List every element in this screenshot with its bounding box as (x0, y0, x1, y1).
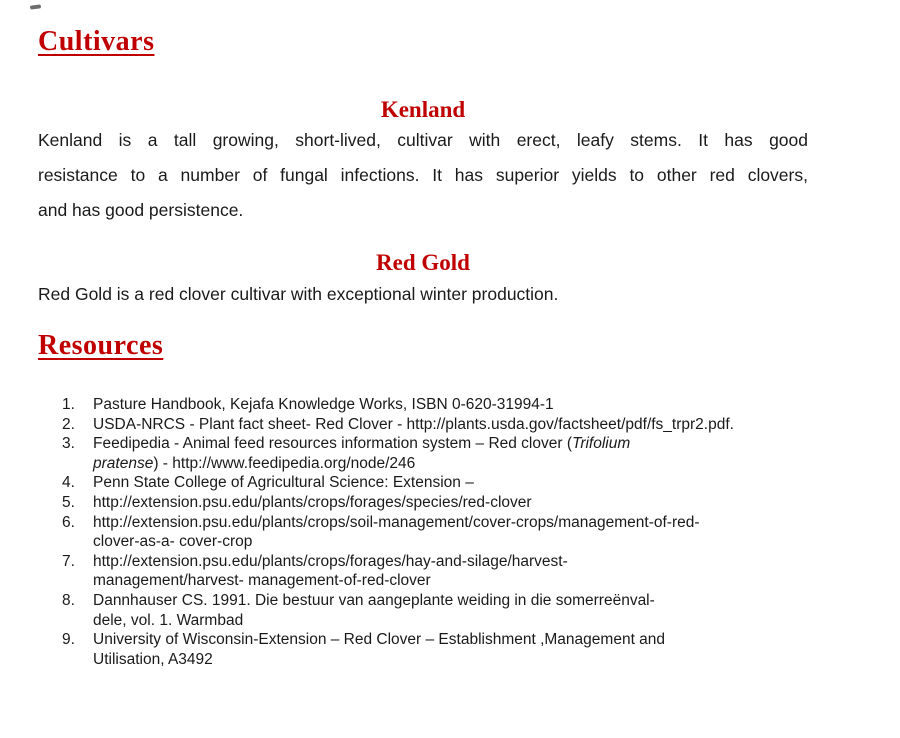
resource-item (38, 513, 828, 552)
redgold-title: Red Gold (376, 250, 470, 275)
resource-text-segment: dele, vol. 1. Warmbad (93, 611, 244, 629)
kenland-paragraph-line: and has good persistence. (38, 200, 244, 220)
smudge-artifact (30, 4, 41, 9)
resource-item-text (93, 513, 828, 552)
resource-text-italic-segment: pratense (93, 454, 154, 472)
resource-item-line (93, 630, 828, 650)
resource-item-line (93, 571, 828, 591)
resource-item-text (93, 493, 828, 513)
resource-item-text (93, 473, 828, 493)
resource-item-line (93, 552, 828, 572)
resource-item-line (93, 513, 828, 533)
resource-item-text (93, 630, 828, 669)
resource-item-number: 1. (62, 396, 75, 413)
resource-text-segment: Pasture Handbook, Kejafa Knowledge Works, ISBN 0-620-31994-1 (93, 396, 554, 413)
resource-item-line (93, 650, 828, 670)
resource-item-number: 7. (62, 552, 75, 570)
resources-list (38, 395, 828, 669)
resource-text-segment: http://extension.psu.edu/plants/crops/soil-management/cover-crops/management-of-red- (93, 513, 700, 531)
resource-item (38, 473, 828, 493)
kenland-paragraph-line: resistance to a number of fungal infections. It has superior yields to other red clovers, (38, 165, 808, 185)
kenland-paragraph (38, 123, 808, 228)
resource-item-line (93, 415, 828, 435)
resource-item (38, 552, 828, 591)
resource-item-number: 3. (62, 435, 75, 453)
resource-item-text (93, 434, 828, 473)
resource-item-line (93, 611, 828, 631)
redgold-paragraph (38, 277, 808, 312)
resource-text-segment: Utilisation, A3492 (93, 650, 213, 668)
resource-text-italic-segment: Trifolium (572, 435, 631, 453)
resource-item-line (93, 532, 828, 552)
cultivars-heading: Cultivars (38, 26, 155, 57)
resource-text-segment: Penn State College of Agricultural Science: Extension – (93, 474, 474, 492)
kenland-paragraph-line: Kenland is a tall growing, short-lived, cultivar with erect, leafy stems. It has good (38, 130, 808, 150)
resource-item (38, 591, 828, 630)
resource-item (38, 493, 828, 513)
resource-item-line (93, 454, 828, 474)
resource-item (38, 434, 828, 473)
resource-text-segment: clover-as-a- cover-crop (93, 533, 253, 551)
resource-text-segment: Dannhauser CS. 1991. Die bestuur van aangeplante weiding in die somerreënval- (93, 591, 655, 609)
resource-item-number: 6. (62, 513, 75, 531)
resource-item-text (93, 395, 828, 415)
resource-item-line (93, 473, 828, 493)
resource-item-line (93, 395, 828, 415)
redgold-paragraph-line: Red Gold is a red clover cultivar with exceptional winter production. (38, 284, 559, 304)
resource-item-line (93, 434, 828, 454)
resource-item-text (93, 591, 828, 630)
resources-heading: Resources (38, 330, 164, 361)
resource-item-number: 2. (62, 415, 75, 433)
resource-item-number: 9. (62, 631, 75, 649)
resource-item-number: 5. (62, 493, 75, 511)
resource-item (38, 630, 828, 669)
resource-text-segment: management/harvest- management-of-red-clover (93, 572, 431, 590)
resource-item-line (93, 493, 828, 513)
resource-text-segment: http://extension.psu.edu/plants/crops/forages/hay-and-silage/harvest- (93, 552, 568, 570)
resource-text-segment: http://extension.psu.edu/plants/crops/forages/species/red-clover (93, 493, 532, 511)
resource-item-text (93, 552, 828, 591)
resource-item (38, 415, 828, 435)
resource-text-segment: Feedipedia - Animal feed resources information system – Red clover ( (93, 435, 572, 453)
resource-text-segment: USDA-NRCS - Plant fact sheet- Red Clover - http://plants.usda.gov/factsheet/pdf/fs_trpr2.pdf. (93, 415, 734, 433)
resource-item-number: 4. (62, 474, 75, 492)
resource-item-line (93, 591, 828, 611)
resource-item-number: 8. (62, 591, 75, 609)
resource-text-segment: University of Wisconsin-Extension – Red Clover – Establishment ,Management and (93, 631, 666, 649)
resource-text-segment: ) - http://www.feedipedia.org/node/246 (153, 454, 416, 472)
resource-item (38, 395, 828, 415)
kenland-title: Kenland (380, 97, 466, 122)
resource-item-text (93, 415, 828, 435)
